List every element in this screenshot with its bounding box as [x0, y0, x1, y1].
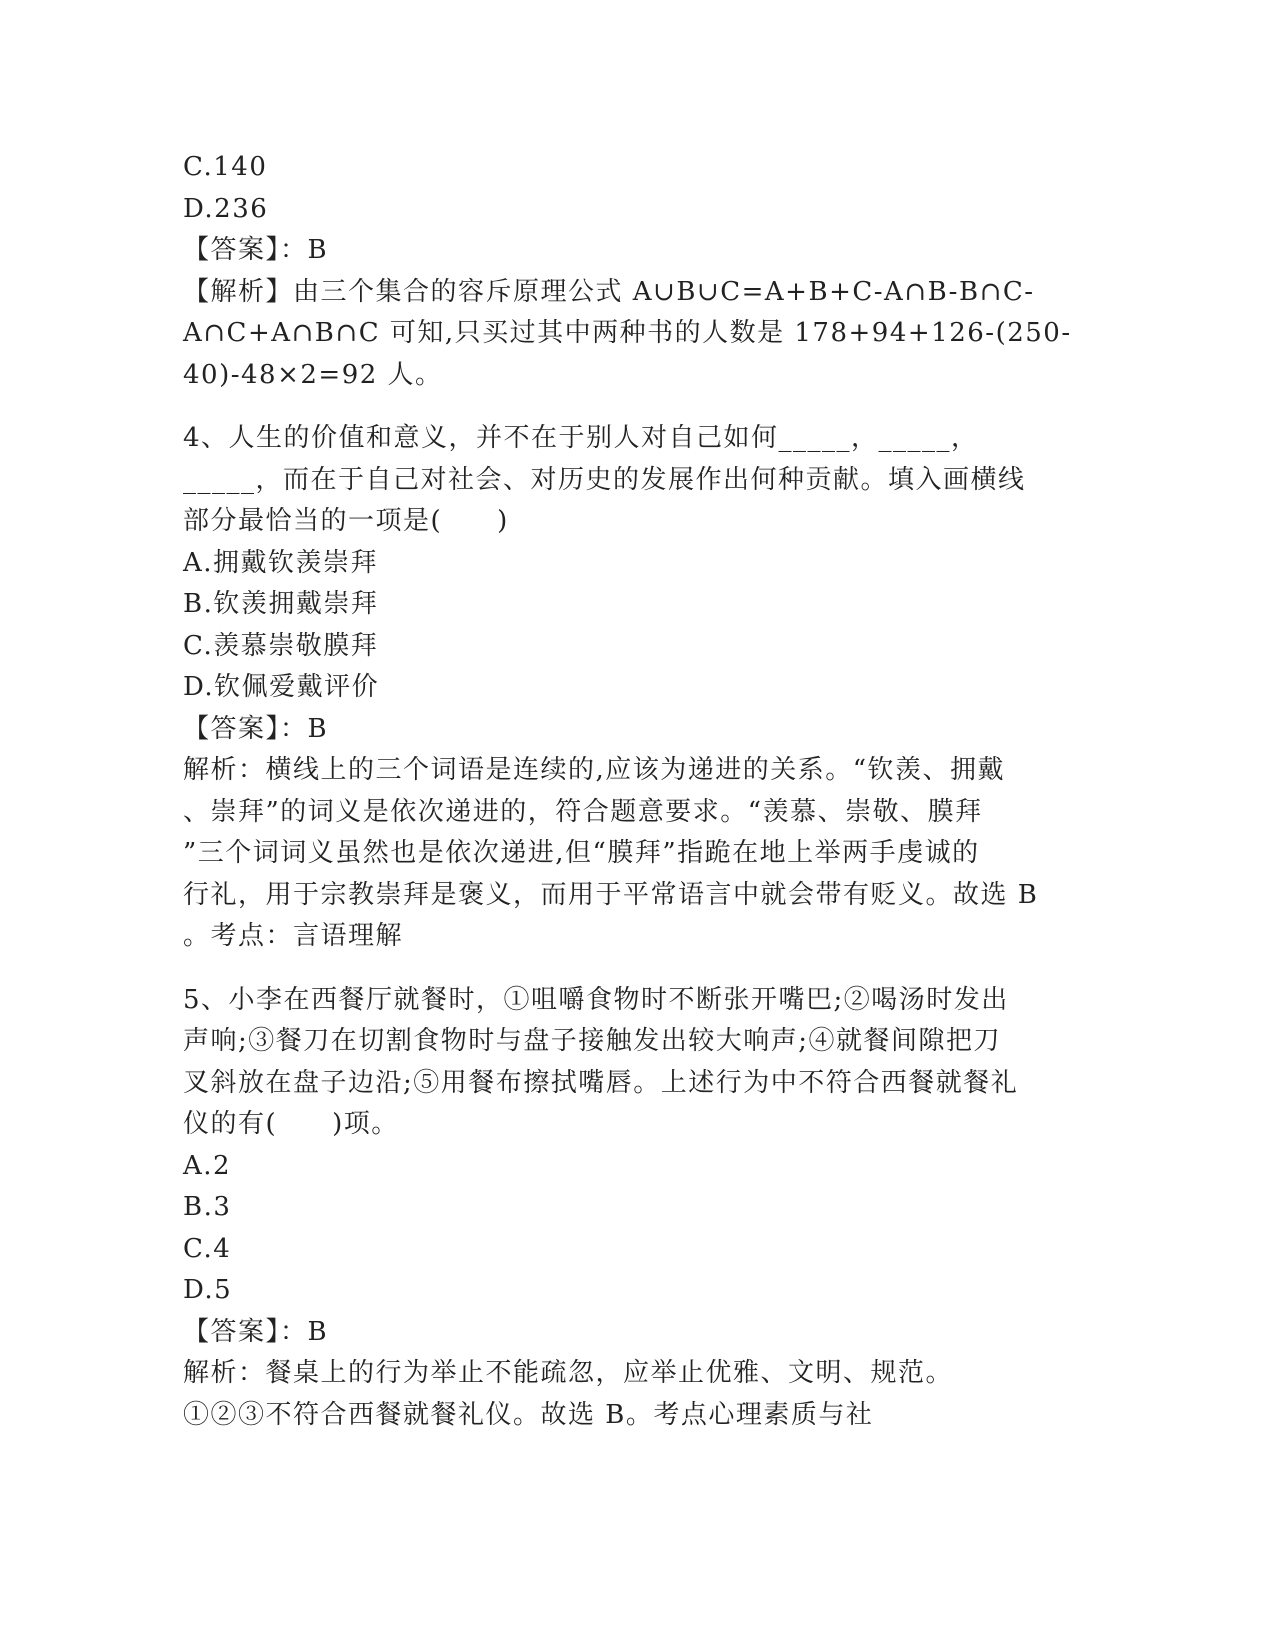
- option-d: D.钦佩爱戴评价: [183, 672, 380, 702]
- option-c: C.140: [183, 152, 268, 182]
- answer-line: 【答案】：B: [183, 1316, 329, 1347]
- explanation-line: A∩C+A∩B∩C 可知,只买过其中两种书的人数是 178+94+126-(250-: [183, 318, 1072, 348]
- question-stem-line: 叉斜放在盘子边沿;⑤用餐布擦拭嘴唇。上述行为中不符合西餐就餐礼: [183, 1067, 1019, 1098]
- option-b: B.3: [183, 1192, 232, 1222]
- question-stem-line: 仪的有( )项。: [183, 1109, 399, 1139]
- question-spacer: [183, 396, 1073, 418]
- option-b: B.钦羡拥戴崇拜: [183, 589, 379, 619]
- option-d: D.5: [183, 1275, 233, 1305]
- explanation-line: 【解析】由三个集合的容斥原理公式 A∪B∪C=A+B+C-A∩B-B∩C-: [183, 276, 1035, 307]
- question-stem-line: 5、小李在西餐厅就餐时，①咀嚼食物时不断张开嘴巴;②喝汤时发出: [183, 984, 1009, 1015]
- option-c: C.羡慕崇敬膜拜: [183, 630, 379, 661]
- explanation-line: 行礼，用于宗教崇拜是褒义，而用于平常语言中就会带有贬义。故选 B: [183, 879, 1039, 910]
- explanation-line: ①②③不符合西餐就餐礼仪。故选 B。考点心理素质与社: [183, 1399, 874, 1430]
- explanation-line: ”三个词词义虽然也是依次递进,但“膜拜”指跪在地上举两手虔诚的: [183, 838, 980, 868]
- question-stem-line: _____，而在于自己对社会、对历史的发展作出何种贡献。填入画横线: [183, 464, 1026, 495]
- explanation-line: 。考点：言语理解: [183, 921, 404, 951]
- question-3-tail: [183, 147, 1073, 396]
- answer-line: 【答案】：B: [183, 713, 329, 744]
- explanation-line: 解析：餐桌上的行为举止不能疏忽，应举止优雅、文明、规范。: [183, 1358, 954, 1388]
- explanation-line: 解析：横线上的三个词语是连续的,应该为递进的关系。“钦羡、拥戴: [183, 755, 1006, 785]
- document-content: [183, 147, 1073, 1436]
- question-stem-line: 4、人生的价值和意义，并不在于别人对自己如何_____，_____，: [183, 423, 979, 453]
- option-a: A.拥戴钦羡崇拜: [183, 547, 379, 578]
- question-5: [183, 980, 1073, 1437]
- option-d: D.236: [183, 193, 269, 224]
- question-stem-line: 声响;③餐刀在切割食物时与盘子接触发出较大响声;④就餐间隙把刀: [183, 1026, 1002, 1056]
- explanation-line: 、崇拜”的词义是依次递进的，符合题意要求。“羡慕、崇敬、膜拜: [183, 796, 983, 827]
- question-4: [183, 418, 1073, 958]
- question-stem-line: 部分最恰当的一项是( ): [183, 506, 509, 536]
- option-a: A.2: [183, 1150, 232, 1181]
- option-c: C.4: [183, 1233, 232, 1264]
- question-spacer: [183, 958, 1073, 980]
- explanation-line: 40)-48×2=92 人。: [183, 359, 443, 390]
- answer-line: 【答案】：B: [183, 235, 329, 265]
